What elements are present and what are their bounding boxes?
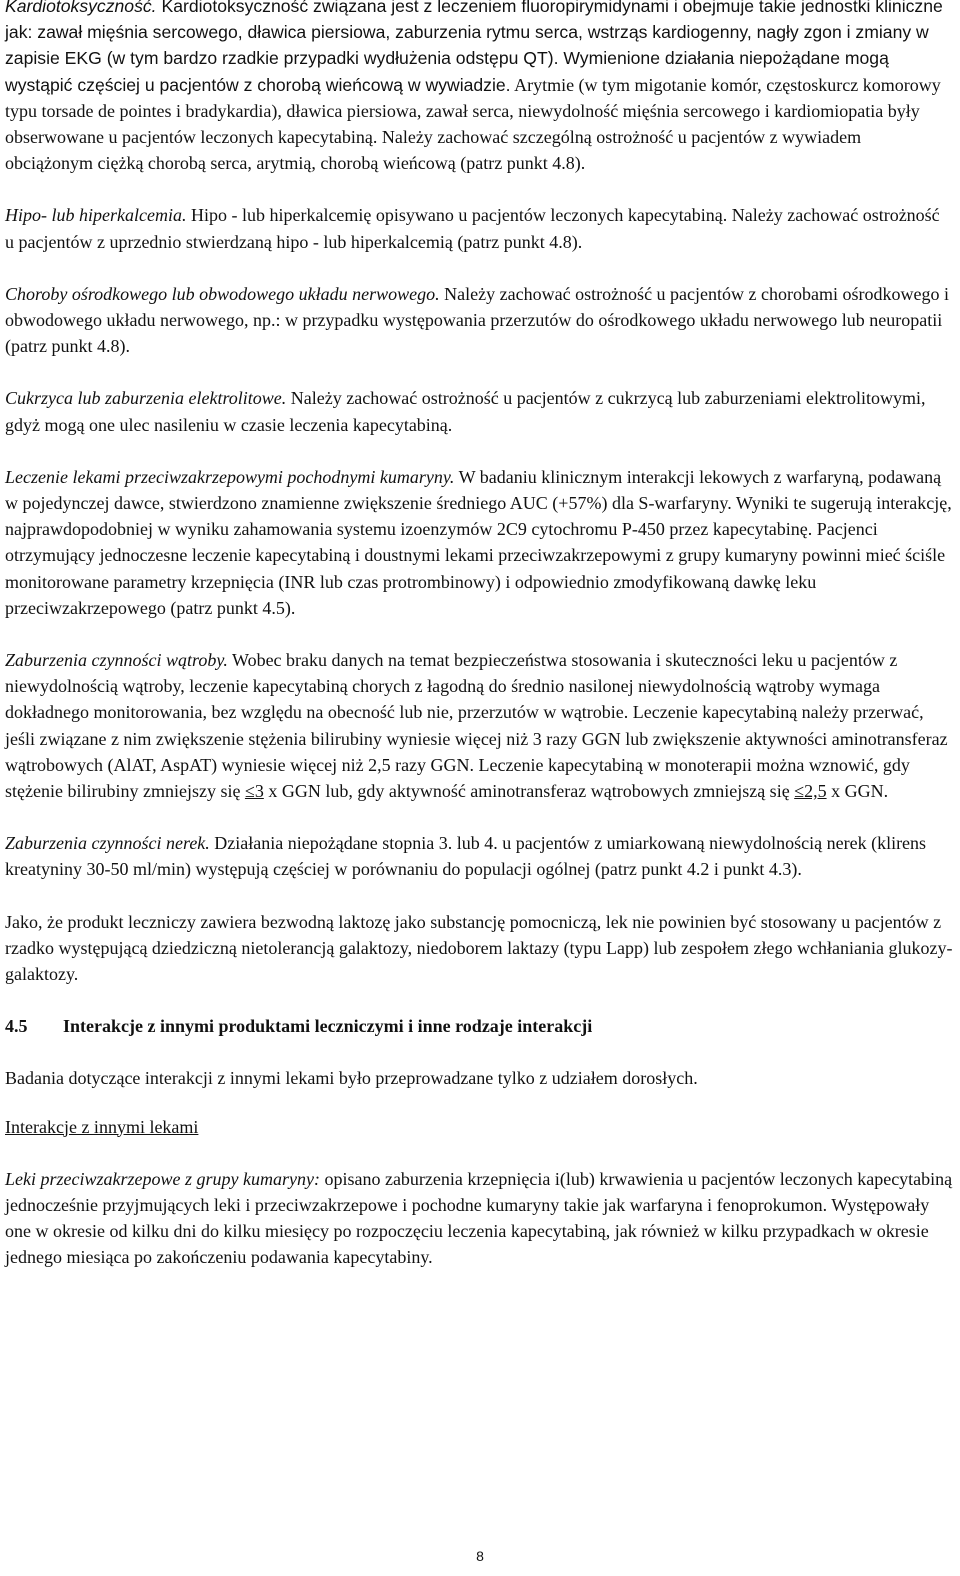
nervous-system-text: Należy zachować ostrożność u pacjentów z chorobami ośrodkowego i obwodowego układu nerwowego, np.: w przypadku występowania przerzutów do ośrodkowego układu nerwowego lub neuropatii (patrz punkt 4.8).	[5, 283, 949, 357]
cardiotoxicity-title: Kardiotoksyczność.	[5, 0, 157, 16]
calcemia-title: Hipo- lub hiperkalcemia.	[5, 205, 187, 226]
anticoagulants-paragraph	[5, 1166, 953, 1271]
page-number: 8	[476, 1548, 484, 1564]
diabetes-paragraph	[5, 385, 953, 437]
anticoagulants-title: Leki przeciwzakrzepowe z grupy kumaryny:	[5, 1168, 320, 1189]
anticoagulants-text: opisano zaburzenia krzepnięcia i(lub) krwawienia u pacjentów leczonych kapecytabiną jednocześnie przyjmujących leki i przeciwzakrzepowe i pochodne kumaryny takie jak warfaryna i fenoprokumon. Występowały one w okresie od kilku dni do kilku miesięcy po rozpoczęciu leczenia kapecytabiną, jak również w kilku przypadkach w okresie jednego miesiąca po zakończeniu podawania kapecytabiny.	[5, 1168, 953, 1268]
kidney-text: Działania niepożądane stopnia 3. lub 4. u pacjentów z umiarkowaną niewydolnością nerek (klirens kreatyniny 30-50 ml/min) występują częściej w porównaniu do populacji ogólnej (patrz punkt 4.2 i punkt 4.3).	[5, 833, 927, 880]
coumarin-paragraph	[5, 464, 953, 621]
cardiotoxicity-paragraph	[5, 0, 953, 176]
liver-text-c: x GGN.	[826, 781, 889, 802]
cardiotoxicity-text-sans: Kardiotoksyczność związana jest z leczeniem fluoropirymidynami i obejmuje takie jednostki kliniczne jak: zawał mięśnia sercowego, dławica piersiowa, zaburzenia rytmu serca, wstrząs kardiogenny, nagły zgon i zmiany w zapisie EKG (w tym bardzo rzadkie przypadki wydłużenia odstępu QT). Wymienione działania niepożądane mogą wystąpić częściej u pacjentów z chorobą wieńcową w wywiadzie.	[5, 0, 943, 95]
document-page	[5, 0, 953, 1271]
nervous-system-title: Choroby ośrodkowego lub obwodowego układu nerwowego.	[5, 283, 440, 304]
coumarin-text: W badaniu klinicznym interakcji lekowych z warfaryną, podawaną w pojedynczej dawce, stwierdzono znamienne zwiększenie średniego AUC (+57%) dla S-warfaryny. Wyniki te sugerują interakcję, najprawdopodobniej w wyniku zahamowania systemu izoenzymów 2C9 cytochromu P-450 przez kapecytabinę. Pacjenci otrzymujący jednoczesne leczenie kapecytabiną i doustnymi lekami przeciwzakrzepowymi z grupy kumaryny powinni mieć ściśle monitorowane parametry krzepnięcia (INR lub czas protrombinowy) i odpowiednio zmodyfikowaną dawkę leku przeciwzakrzepowego (patrz punkt 4.5).	[5, 466, 952, 618]
cardiotoxicity-text-serif: Arytmie (w tym migotanie komór, częstoskurcz komorowy typu torsade de pointes i bradykardia), dławica piersiowa, zawał serca, niewydolność mięśnia sercowego i kardiomiopatia były obserwowane u pacjentów leczonych kapecytabiną. Należy zachować szczególną ostrożność u pacjentów z wywiadem obciążonym ciężką chorobą serca, arytmią, chorobą wieńcową (patrz punkt 4.8).	[5, 74, 941, 174]
liver-threshold-aminotransferase: ≤2,5	[794, 781, 827, 802]
calcemia-text: Hipo - lub hiperkalcemię opisywano u pacjentów leczonych kapecytabiną. Należy zachować ostrożność u pacjentów z uprzednio stwierdzaną hipo - lub hiperkalcemią (patrz punkt 4.8).	[5, 205, 940, 252]
diabetes-title: Cukrzyca lub zaburzenia elektrolitowe.	[5, 388, 287, 409]
section-title: Interakcje z innymi produktami leczniczymi i inne rodzaje interakcji	[63, 1016, 593, 1037]
coumarin-title: Leczenie lekami przeciwzakrzepowymi pochodnymi kumaryny.	[5, 466, 455, 487]
liver-title: Zaburzenia czynności wątroby.	[5, 650, 228, 671]
section-heading	[5, 1013, 953, 1039]
interactions-subheading	[5, 1114, 953, 1140]
calcemia-paragraph	[5, 202, 953, 254]
section-number: 4.5	[5, 1016, 28, 1037]
kidney-paragraph	[5, 830, 953, 882]
interactions-subheading-text: Interakcje z innymi lekami	[5, 1116, 199, 1137]
liver-threshold-bilirubin: ≤3	[244, 781, 264, 802]
liver-paragraph	[5, 647, 953, 804]
section-intro: Badania dotyczące interakcji z innymi lekami było przeprowadzane tylko z udziałem dorosłych.	[5, 1068, 698, 1089]
kidney-title: Zaburzenia czynności nerek.	[5, 833, 210, 854]
liver-text-b: x GGN lub, gdy aktywność aminotransferaz wątrobowych zmniejszą się	[263, 781, 795, 802]
nervous-system-paragraph	[5, 281, 953, 360]
lactose-paragraph: Jako, że produkt leczniczy zawiera bezwodną laktozę jako substancję pomocniczą, lek nie powinien być stosowany u pacjentów z rzadko występującą dziedziczną nietolerancją galaktozy, niedoborem laktazy (typu Lapp) lub zespołem złego wchłaniania glukozy-galaktozy.	[5, 911, 953, 985]
liver-text-a: Wobec braku danych na temat bezpieczeństwa stosowania i skuteczności leku u pacjentów z niewydolnością wątroby, leczenie kapecytabiną chorych z łagodną do średnio nasilonej niewydolnością wątroby wymaga dokładnego monitorowania, bez względu na obecność lub nie, przerzutów w wątrobie. Leczenie kapecytabiną należy przerwać, jeśli związane z nim zwiększenie stężenia bilirubiny wyniesie więcej niż 3 razy GGN lub zwiększenie aktywności aminotransferaz wątrobowych (AlAT, AspAT) wyniesie więcej niż 2,5 razy GGN. Leczenie kapecytabiną w monoterapii można wznowić, gdy stężenie bilirubiny zmniejszy się	[5, 650, 948, 802]
diabetes-text: Należy zachować ostrożność u pacjentów z cukrzycą lub zaburzeniami elektrolitowymi, gdyż mogą one ulec nasileniu w czasie leczenia kapecytabiną.	[5, 388, 926, 435]
